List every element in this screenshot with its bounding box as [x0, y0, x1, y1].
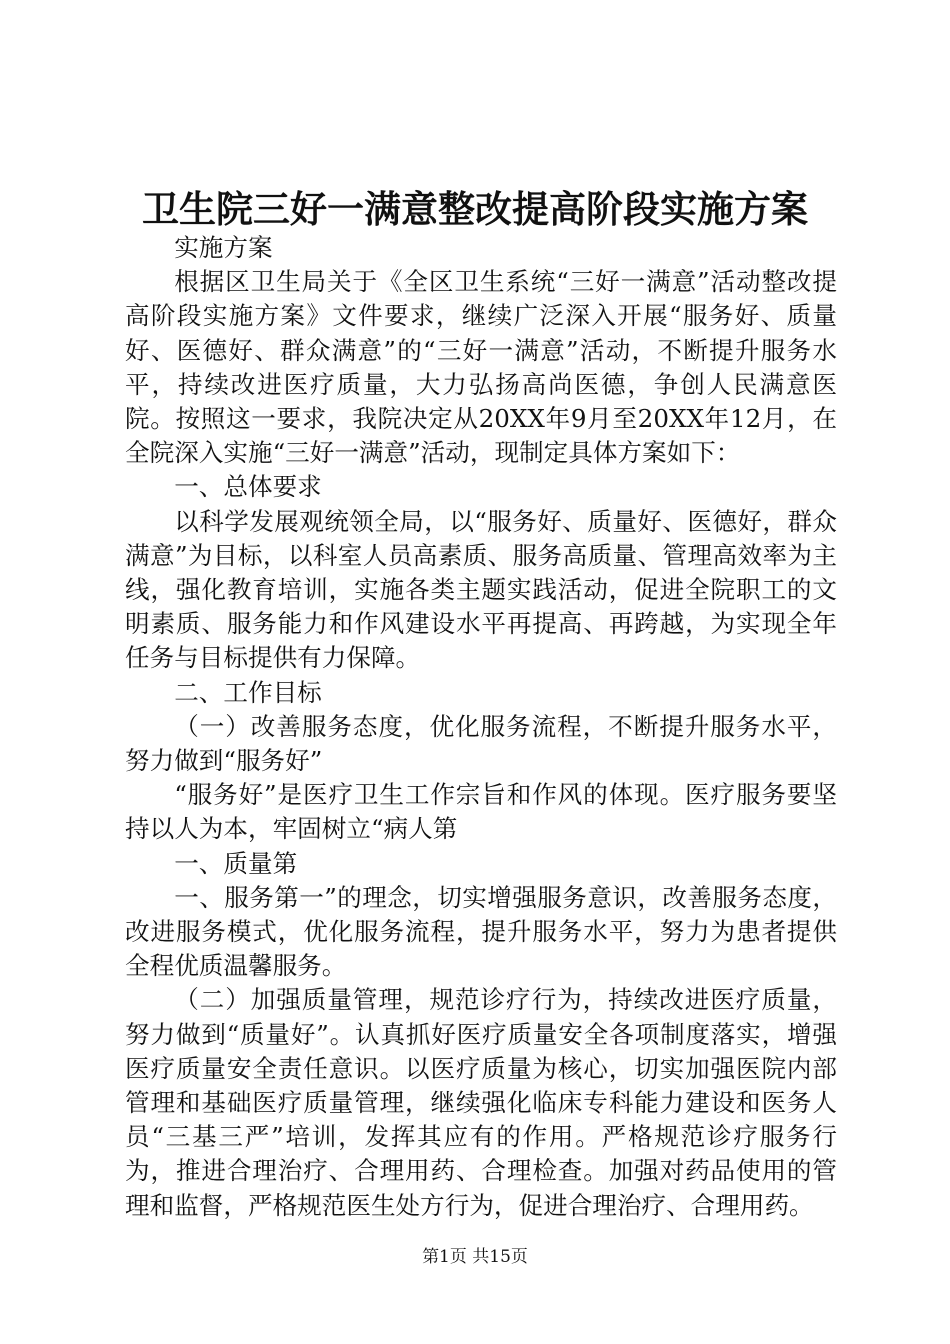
section-heading-overall: 一、总体要求 [174, 472, 322, 502]
paragraph-service: “服务好”是医疗卫生工作宗旨和作风的体现。医疗服务要坚持以人为本，牢固树立“病人第 [125, 780, 837, 844]
document-title: 卫生院三好一满意整改提高阶段实施方案 [142, 187, 808, 231]
paragraph-service-continued: 一、服务第一”的理念，切实增强服务意识，改善服务态度，改进服务模式，优化服务流程，提升服务水平，努力为患者提供全程优质温馨服务。 [125, 882, 837, 981]
paragraph-goal-2: （二）加强质量管理，规范诊疗行为，持续改进医疗质量，努力做到“质量好”。认真抓好医疗质量安全各项制度落实，增强医疗质量安全责任意识。以医疗质量为核心，切实加强医院内部管理和基础医疗质量管理，继续强化临床专科能力建设和医务人员“三基三严”培训，发挥其应有的作用。严格规范诊疗服务行为，推进合理治疗、合理用药、合理检查。加强对药品使用的管理和监督，严格规范医生处方行为，促进合理治疗、合理用药。 [125, 985, 837, 1220]
section-heading-goals: 二、工作目标 [174, 677, 322, 707]
page-footer: 第1页 共15页 [422, 1247, 528, 1267]
paragraph-goal-1: （一）改善服务态度，优化服务流程，不断提升服务水平，努力做到“服务好” [125, 711, 837, 776]
paragraph-overall: 以科学发展观统领全局，以“服务好、质量好、医德好，群众满意”为目标，以科室人员高素质、服务高质量、管理高效率为主线，强化教育培训，实施各类主题实践活动，促进全院职工的文明素质、服务能力和作风建设水平再提高、再跨越，为实现全年任务与目标提供有力保障。 [125, 506, 837, 673]
document-body [125, 231, 837, 1223]
paragraph-label: 实施方案 [174, 233, 273, 262]
paragraph-intro: 根据区卫生局关于《全区卫生系统“三好一满意”活动整改提高阶段实施方案》文件要求，继续广泛深入开展“服务好、质量好、医德好、群众满意”的“三好一满意”活动，不断提升服务水平，持续改进医疗质量，大力弘扬高尚医德，争创人民满意医院。按照这一要求，我院决定从20XX年9月至20XX年12月，在全院深入实施“三好一满意”活动，现制定具体方案如下： [125, 267, 837, 468]
paragraph-fragment-quality: 一、质量第 [174, 848, 298, 878]
